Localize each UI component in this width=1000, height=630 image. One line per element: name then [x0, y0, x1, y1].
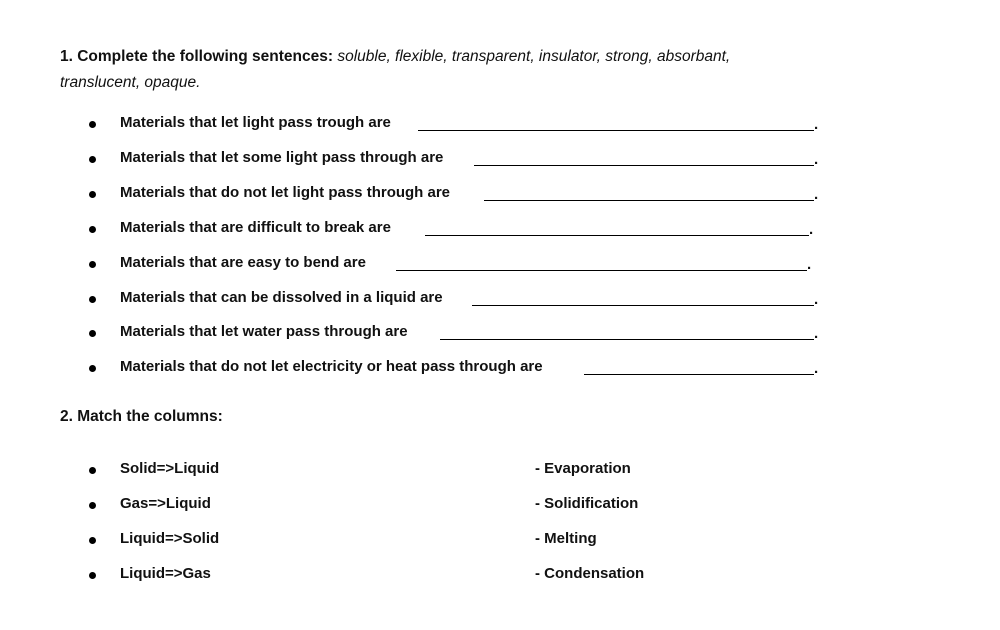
sentence-period: . [814, 291, 819, 308]
question-1-heading: 1. Complete the following sentences: [60, 48, 334, 65]
bullet-icon [89, 330, 96, 337]
answer-blank[interactable] [440, 339, 814, 340]
sentence-item [0, 287, 900, 311]
bullet-icon [89, 121, 96, 128]
word-bank-line-2: translucent, opaque. [60, 74, 201, 91]
sentence-item [0, 356, 900, 380]
answer-blank[interactable] [484, 200, 814, 201]
sentence-text: Materials that let water pass through are [120, 323, 408, 340]
sentence-period: . [814, 325, 819, 342]
word-bank-line-1: soluble, flexible, transparent, insulator, strong, absorbant, [333, 48, 731, 65]
sentence-period: . [809, 221, 814, 238]
answer-blank[interactable] [584, 374, 814, 375]
match-left-item: Liquid=>Gas [120, 565, 211, 582]
sentence-text: Materials that can be dissolved in a liquid are [120, 289, 443, 306]
answer-blank[interactable] [418, 130, 814, 131]
sentence-item [0, 321, 900, 345]
bullet-icon [89, 572, 96, 579]
sentence-item [0, 182, 900, 206]
match-left-item: Gas=>Liquid [120, 495, 211, 512]
bullet-icon [89, 261, 96, 268]
bullet-icon [89, 467, 96, 474]
match-row [0, 458, 900, 482]
sentence-period: . [814, 186, 819, 203]
match-row [0, 563, 900, 587]
bullet-icon [89, 226, 96, 233]
match-right-item: - Solidification [535, 495, 639, 512]
match-right-item: - Condensation [535, 565, 645, 582]
question-1-title [60, 44, 940, 96]
match-right-item: - Evaporation [535, 460, 631, 477]
bullet-icon [89, 365, 96, 372]
question-2-heading: 2. Match the columns: [60, 408, 223, 425]
bullet-icon [89, 156, 96, 163]
sentence-text: Materials that are difficult to break are [120, 219, 391, 236]
sentence-text: Materials that do not let electricity or heat pass through are [120, 358, 543, 375]
sentence-item [0, 217, 900, 241]
sentence-period: . [814, 151, 819, 168]
answer-blank[interactable] [474, 165, 814, 166]
match-right-item: - Melting [535, 530, 597, 547]
match-left-item: Solid=>Liquid [120, 460, 220, 477]
answer-blank[interactable] [472, 305, 814, 306]
sentence-text: Materials that let some light pass through are [120, 149, 444, 166]
sentence-text: Materials that do not let light pass through are [120, 184, 451, 201]
sentence-item [0, 112, 900, 136]
match-left-item: Liquid=>Solid [120, 530, 220, 547]
answer-blank[interactable] [425, 235, 809, 236]
bullet-icon [89, 537, 96, 544]
sentence-item [0, 252, 900, 276]
bullet-icon [89, 191, 96, 198]
sentence-period: . [814, 360, 819, 377]
sentence-text: Materials that let light pass trough are [120, 114, 391, 131]
match-row [0, 528, 900, 552]
sentence-period: . [814, 116, 819, 133]
match-row [0, 493, 900, 517]
sentence-period: . [807, 256, 812, 273]
sentence-text: Materials that are easy to bend are [120, 254, 366, 271]
bullet-icon [89, 296, 96, 303]
sentence-item [0, 147, 900, 171]
bullet-icon [89, 502, 96, 509]
answer-blank[interactable] [396, 270, 807, 271]
